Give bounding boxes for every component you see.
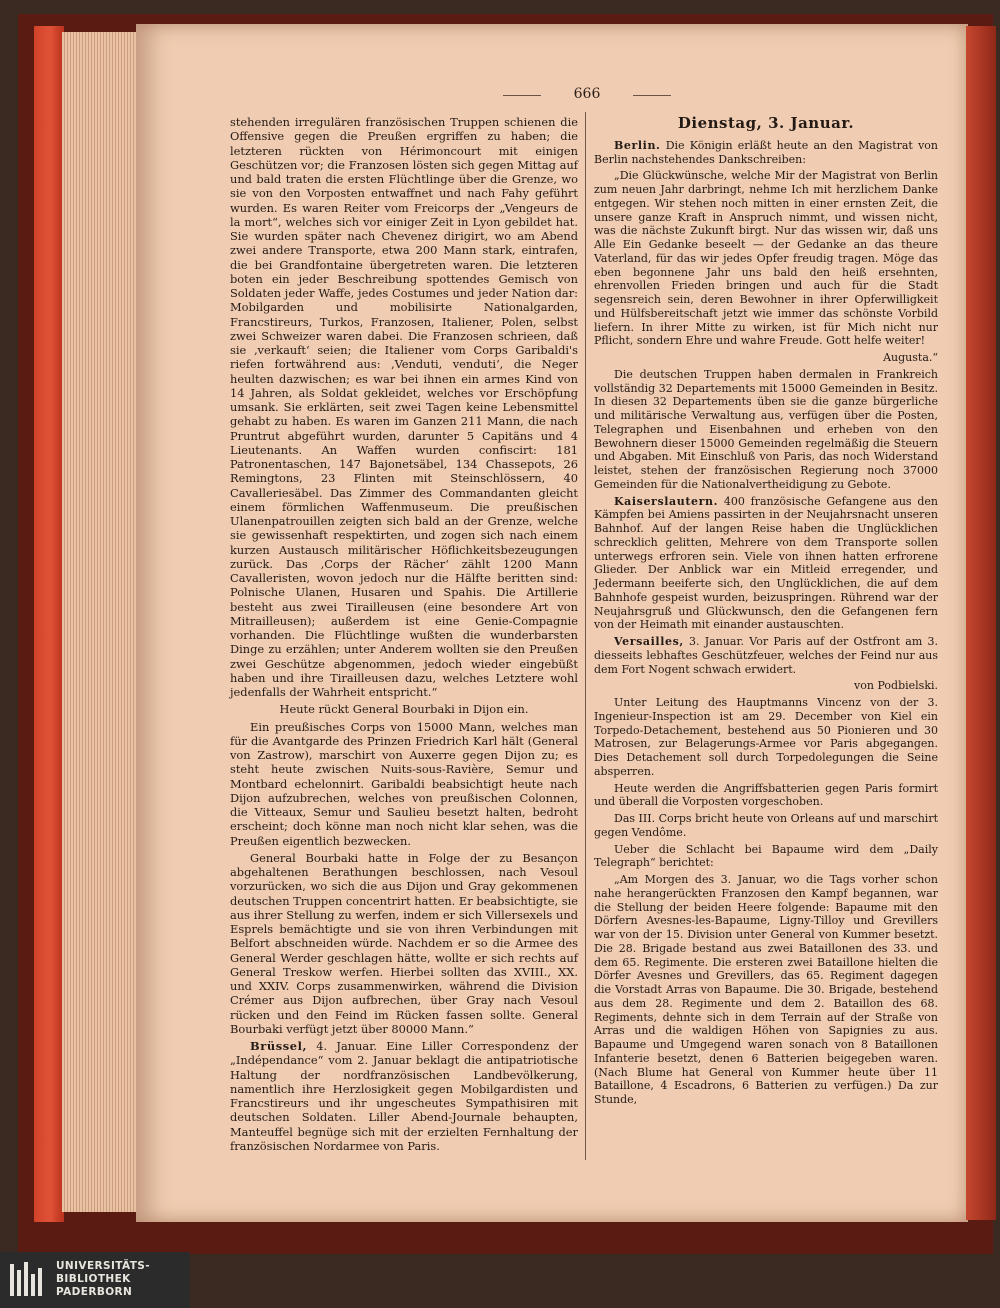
book-cover-edge <box>34 26 64 1222</box>
right-column-paragraph <box>594 139 938 167</box>
paragraph-text: 400 französische Gefangene aus den Kämpfen bei Amiens passirten in der Neujahrsnacht unseren Bahnhof. Auf der langen Reise haben die Unglücklichen schrecklich gelitten, Mehrere von dem Transporte sollen unterwegs erfroren sein. Viele von ihnen hatten erfrorene Glieder. Der Anblick war ein Mitleid erregender, und Jedermann beeiferte sich, den Unglücklichen, die auf dem Bahnhofe gespeist wurden, beizuspringen. Rührend war der Neujahrsgruß und Glückwunsch, den die Gefangenen fern von der Heimath mit einander austauschten. <box>594 494 938 632</box>
paragraph-text: Die Königin erläßt heute an den Magistrat von Berlin nachstehendes Dankschreiben: <box>594 138 938 166</box>
paragraph-text: Heute werden die Angriffsbatterien gegen Paris formirt und überall die Vorposten vorgeschoben. <box>594 781 938 809</box>
right-column-paragraph <box>594 495 938 633</box>
left-column-paragraph <box>230 720 578 848</box>
right-column-paragraph <box>594 782 938 810</box>
place-name: Kaiserslautern. <box>614 494 719 508</box>
paragraph-text: „Am Morgen des 3. Januar, wo die Tags vorher schon nahe herangerückten Franzosen den Kampf begannen, war die Stellung der beiden Heere folgende: Bapaume mit den Dörfern Avesnes-les-Bapaume, Ligny-Tilloy und Grevillers war von der 15. Division unter General von Kummer besetzt. Die 28. Brigade bestand aus zwei Bataillonen des 33. und dem 65. Regimente. Die ersteren zwei Bataillone hielten die Dörfer Avesnes und Grevillers, das 65. Regiment dagegen die Vorstadt Arras von Bapaume. Die 30. Brigade, bestehend aus dem 28. Regimente und dem 2. Bataillon des 68. Regiments, dehnte sich in dem Terrain auf der Straße von Arras und die waldigen Höhen von Sapignies zu aus. Bapaume und Umgegend waren sonach von 8 Bataillonen Infanterie besetzt, denen 6 Batterien beigegeben waren. (Nach Blume hat General von Kummer heute über 11 Bataillone, 4 Escadrons, 6 Batterien zu verfügen.) Da zur Stunde, <box>594 873 938 1106</box>
library-logo <box>0 1252 190 1308</box>
paragraph-text: von Podbielski. <box>854 679 938 693</box>
logo-line-3: PADERBORN <box>56 1286 133 1298</box>
paragraph-text: Unter Leitung des Hauptmanns Vincenz von der 3. Ingenieur-Inspection ist am 29. December von Kiel ein Torpedo-Detachement, bestehend aus 50 Pionieren und 30 Matrosen, zur Belagerungs-Armee vor Paris abgegangen. Dies Detachement soll durch Torpedolegungen die Seine absperren. <box>594 696 938 778</box>
paragraph-text: 4. Januar. Eine Liller Correspondenz der „Indépendance“ vom 2. Januar beklagt die antipatriotische Haltung der nordfranzösischen Landbevölkerung, namentlich ihre Herzlosigkeit gegen Mobilgardisten und Francstireurs und ihr ungescheutes Sympathisiren mit deutschen Soldaten. Liller Abend-Journale behaupten, Manteuffel begnüge sich mit der erzielten Fernhaltung der französischen Nordarmee von Paris. <box>230 1039 578 1153</box>
column-divider <box>585 112 586 1160</box>
logo-line-1: UNIVERSITÄTS- <box>56 1260 151 1272</box>
right-column-paragraph <box>594 169 938 348</box>
right-column-paragraph <box>594 679 938 693</box>
paragraph-text: General Bourbaki hatte in Folge der zu Besançon abgehaltenen Berathungen beschlossen, nach Vesoul vorzurücken, wo sich die aus Dijon und Gray gekommenen deutschen Truppen concentrirt hatten. Er beabsichtigte, sie aus ihrer Stellung zu werfen, indem er sich Villersexels und Esprels bemächtigte und sie von ihren Verbindungen mit Belfort abschneiden würde. Nachdem er so die Armee des General Werder geschlagen hätte, wollte er sich rechts auf General Treskow werfen. Hierbei sollten das XVIII., XX. und XXIV. Corps zusammenwirken, während die Division Crémer aus Dijon aufbrechen, über Gray nach Vesoul rücken und den Feind im Rücken fassen sollte. General Bourbaki verfügt jetzt über 80000 Mann.“ <box>230 850 578 1036</box>
paragraph-text: Ueber die Schlacht bei Bapaume wird dem „Daily Telegraph“ berichtet: <box>594 842 938 870</box>
paragraph-text: Augusta.“ <box>883 351 938 364</box>
book-right-edge <box>966 26 996 1220</box>
paragraph-text: Ein preußisches Corps von 15000 Mann, welches man für die Avantgarde des Prinzen Friedrich Karl hält (General von Zastrow), marschirt von Auxerre gegen Dijon zu; es steht heute zwischen Nuits-sous-Ravière, Semur und Montbard echelonnirt. Garibaldi beabsichtigt heute nach Dijon aufzubrechen, welches von preußischen Colonnen, die Vitteaux, Semur und Saulieu besetzt halten, bedroht erscheint; doch könne man noch nicht klar sehen, was die Preußen eigentlich bezwecken. <box>230 719 578 848</box>
right-column-paragraph <box>594 696 938 779</box>
place-name: Versailles, <box>614 635 684 648</box>
library-logo-text <box>56 1260 150 1299</box>
right-column-paragraph <box>594 351 938 365</box>
right-column <box>594 115 938 1110</box>
left-column-paragraph <box>230 115 578 699</box>
paragraph-text: Heute rückt General Bourbaki in Dijon ein. <box>279 702 529 717</box>
right-column-paragraph <box>594 843 938 871</box>
paragraph-text: „Die Glückwünsche, welche Mir der Magistrat von Berlin zum neuen Jahr darbringt, nehme Ich mit herzlichem Danke entgegen. Wir stehen noch mitten in einer ernsten Zeit, die unsere ganze Kraft in Anspruch nimmt, und wissen nicht, was die nächste Zukunft birgt. Nur das wissen wir, daß uns Alle Ein Gedanke beseelt — der Gedanke an das theure Vaterland, für das wir jedes Opfer freudig tragen. Möge das eben begonnene Jahr uns bald den heiß ersehnten, ehrenvollen Frieden bringen und auch für die Stadt segensreich sein, deren Bewohner in ihrer Opferwilligkeit und Hülfsbereitschaft jetzt wie immer das schönste Vorbild liefern. In ihrer Mitte zu wirken, ist für Mich nicht nur Pflicht, sondern Ehre und wahre Freude. Gott helfe weiter! <box>594 169 938 348</box>
right-column-paragraph <box>594 368 938 492</box>
place-name: Berlin. <box>614 138 661 152</box>
left-column <box>230 115 578 1156</box>
date-heading: Dienstag, 3. Januar. <box>677 114 855 132</box>
place-name: Brüssel, <box>250 1039 308 1053</box>
paragraph-text: stehenden irregulären französischen Truppen schienen die Offensive gegen die Preußen ergriffen zu haben; die letzteren rückten von Hérimoncourt mit einigen Geschützen vor; die Franzosen lösten sich gegen Mittag auf und bald traten die ersten Flüchtlinge über die Grenze, wo sie von den Vorposten entwaffnet und nach Fahy geführt wurden. Es waren Reiter vom Freicorps der „Vengeurs de la mort“, welches sich vor einiger Zeit in Lyon gebildet hat. Sie wurden später nach Chevenez dirigirt, wo am Abend zwei andere Transporte, etwa 200 Mann stark, eintrafen, die bei Grandfontaine übergetreten waren. Die letzteren boten ein jeder Beschreibung spottendes Gemisch von Soldaten jeder Waffe, jedes Costumes und jeder Nation dar: Mobilgarden und mobilisirte Nationalgarden, Francstireurs, Turkos, Franzosen, Italiener, Polen, selbst zwei Schweizer waren dabei. Die Franzosen schrieen, daß sie ‚verkauft‘ seien; die Italiener vom Corps Garibaldi's riefen fortwährend aus: ‚Venduti, venduti‘, die Neger heulten dazwischen; es war bei ihnen ein armes Kind von 14 Jahren, als Soldat gekleidet, welches vor Erschöpfung umsank. Sie erklärten, seit zwei Tagen keine Lebensmittel gehabt zu haben. Es waren im Ganzen 211 Mann, die nach Pruntrut abgeführt wurden, darunter 5 Capitäns und 4 Lieutenants. An Waffen wurden confiscirt: 181 Patronentaschen, 147 Bajonetsäbel, 134 Chassepots, 26 Remingtons, 23 Flinten mit Steinschlössern, 40 Cavalleriesäbel. Das Zimmer des Commandanten gleicht einem förmlichen Waffenmuseum. Die preußischen Ulanenpatrouillen zeigten sich bald an der Grenze, welche sie gewissenhaft respektirten, und zogen sich nach einem kurzen Austausch militärischer Höflichkeitsbezeugungen zurück. Das ‚Corps der Rächer‘ zählt 1200 Mann Cavalleristen, wovon jedoch nur die Hälfte beritten sind: Polnische Ulanen, Husaren und Spahis. Die Artillerie besteht aus zwei Tirailleusen (eine besondere Art von Mitrailleusen); außerdem ist eine Genie-Compagnie vorhanden. Die Flüchtlinge wußten die wunderbarsten Dinge zu erzählen; unter Anderem wollten sie den Preußen zwei Geschütze abgenommen, jedoch wieder eingebüßt haben und ihre Tirailleusen dazu, welches Letztere wohl jedenfalls der Wahrheit entspricht.“ <box>230 115 578 699</box>
left-column-paragraph <box>230 1039 578 1153</box>
page-stack <box>62 32 142 1212</box>
paragraph-text: Die deutschen Truppen haben dermalen in Frankreich vollständig 32 Departements mit 15000 Gemeinden in Besitz. In diesen 32 Departements üben sie die ganze bürgerliche und militärische Verwaltung aus, verfügen über die Posten, Telegraphen und Eisenbahnen und erheben von den Bewohnern dieser 15000 Gemeinden regelmäßig die Steuern und Abgaben. Mit Einschluß von Paris, das noch Widerstand leistet, stehen der französischen Regierung noch 37000 Gemeinden für die Nationalvertheidigung zu Gebote. <box>594 367 938 491</box>
paragraph-text: 3. Januar. Vor Paris auf der Ostfront am 3. diesseits lebhaftes Geschützfeuer, welches der Feind nur aus dem Fort Nogent schwach erwidert. <box>594 635 938 676</box>
paragraph-text: Das III. Corps bricht heute von Orleans auf und marschirt gegen Vendôme. <box>594 812 938 839</box>
left-column-paragraph <box>230 851 578 1036</box>
right-column-paragraph <box>594 873 938 1107</box>
library-logo-icon <box>8 1260 44 1300</box>
right-column-paragraph <box>594 812 938 840</box>
logo-line-2: BIBLIOTHEK <box>56 1273 131 1285</box>
left-column-paragraph <box>230 702 578 716</box>
page-number: 666 <box>547 86 627 102</box>
right-column-paragraph <box>594 635 938 676</box>
